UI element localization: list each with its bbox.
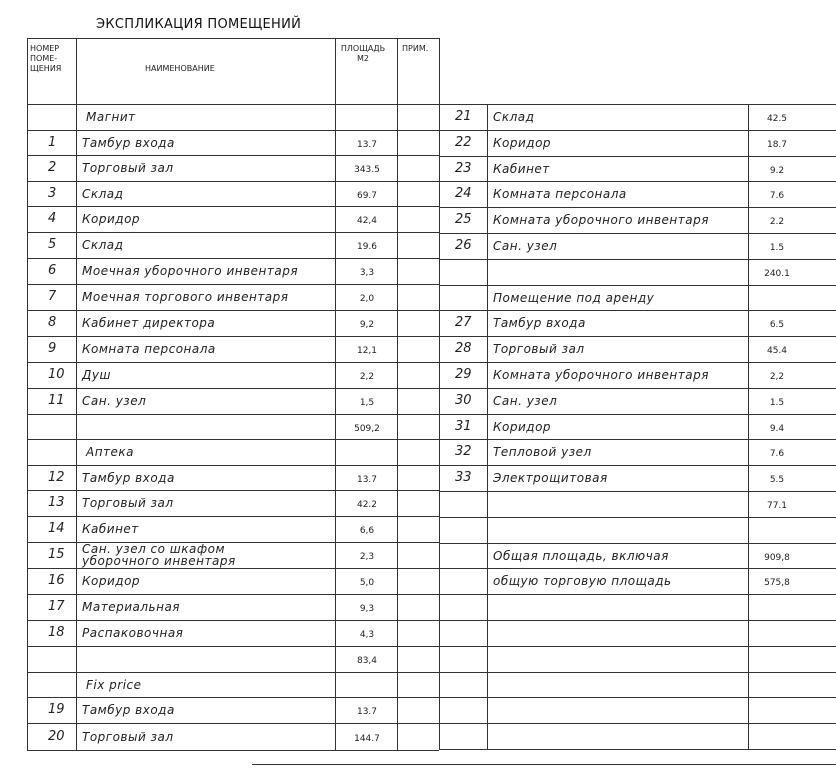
row-divider (27, 258, 439, 259)
column-divider (397, 38, 398, 750)
room-area: 45.4 (766, 346, 788, 356)
room-number: 23 (455, 161, 472, 176)
row-divider (439, 104, 836, 105)
row-divider (27, 439, 439, 440)
room-name: Торговый зал (493, 342, 585, 356)
row-divider (439, 310, 836, 311)
room-name: Сан. узел со шкафом уборочного инвентаря (82, 542, 236, 568)
room-name: Комната уборочного инвентаря (493, 368, 709, 382)
row-divider (27, 750, 439, 751)
room-name: Тамбур входа (82, 470, 175, 485)
group-title: Аптека (86, 445, 135, 459)
room-number: 27 (455, 315, 472, 330)
room-area: 6.5 (769, 320, 785, 330)
room-number: 1 (48, 134, 57, 150)
room-name: Сан. узел (493, 394, 558, 408)
room-name: Коридор (493, 420, 552, 434)
room-name: Коридор (82, 574, 141, 588)
room-area: 1.5 (769, 398, 785, 408)
row-divider (439, 568, 836, 569)
row-divider (439, 491, 836, 492)
row-divider (439, 620, 836, 621)
room-number: 18 (48, 625, 65, 640)
room-area: 18.7 (766, 140, 788, 150)
room-number: 30 (455, 393, 472, 408)
row-divider (439, 723, 836, 724)
row-divider (27, 490, 439, 491)
room-number: 19 (48, 702, 65, 717)
header-name: НАИМЕНОВАНИЕ (145, 64, 215, 73)
room-area: 3,3 (359, 268, 375, 278)
room-number: 11 (48, 393, 65, 408)
room-name: Электрощитовая (493, 471, 608, 485)
room-name: Тамбур входа (82, 135, 175, 150)
room-area: 13.7 (356, 139, 378, 150)
room-number: 5 (48, 237, 57, 252)
room-number: 33 (455, 470, 472, 485)
room-number: 25 (455, 212, 472, 227)
room-number: 29 (455, 367, 472, 382)
frame-bottom-line (252, 764, 836, 765)
room-area: 42,4 (356, 216, 378, 226)
row-divider (27, 181, 439, 182)
room-name: Тепловой узел (493, 445, 592, 459)
row-divider (439, 285, 836, 286)
room-number: 28 (455, 341, 472, 356)
room-number: 3 (48, 185, 57, 201)
row-divider (27, 697, 439, 698)
row-divider (27, 310, 439, 311)
room-area: 9.4 (769, 424, 785, 434)
room-name: Торговый зал (82, 729, 174, 744)
room-number: 13 (48, 495, 65, 510)
row-divider (439, 517, 836, 518)
room-name: Склад (82, 238, 124, 252)
group-title: Помещение под аренду (493, 291, 655, 305)
room-name: Сан. узел (493, 239, 558, 253)
row-divider (27, 568, 439, 569)
room-number: 9 (48, 341, 57, 356)
row-divider (439, 646, 836, 647)
room-name: Кабинет (493, 162, 550, 176)
room-area: 69.7 (356, 190, 378, 201)
row-divider (27, 465, 439, 466)
row-divider (27, 130, 439, 131)
room-area: 2,3 (359, 552, 375, 562)
row-divider (27, 594, 439, 595)
row-divider (27, 414, 439, 415)
row-divider (27, 284, 439, 285)
room-area: 343.5 (354, 165, 380, 175)
room-area: 9,3 (359, 604, 375, 614)
room-number: 14 (48, 521, 65, 536)
room-area: 509,2 (354, 423, 380, 434)
group-title: Fix price (86, 677, 142, 692)
column-divider (748, 104, 749, 750)
row-divider (439, 336, 836, 337)
room-name: Склад (82, 186, 124, 201)
page-title: ЭКСПЛИКАЦИЯ ПОМЕЩЕНИЙ (96, 17, 302, 32)
room-area: 4,3 (359, 630, 375, 640)
room-name: Моечная уборочного инвентаря (82, 264, 299, 278)
room-area: 6,6 (359, 526, 375, 536)
row-divider (27, 362, 439, 363)
room-area: 2,2 (359, 372, 375, 382)
room-area: 7.6 (769, 449, 785, 459)
room-area: 42.2 (356, 500, 378, 510)
row-divider (439, 156, 836, 157)
row-divider (439, 388, 836, 389)
room-number: 20 (48, 728, 65, 744)
room-name: Торговый зал (82, 496, 174, 510)
room-name: Душ (82, 368, 111, 382)
room-area: 575,8 (764, 578, 790, 588)
room-area: 13.7 (356, 474, 378, 485)
row-divider (439, 414, 836, 415)
room-area: 7.6 (769, 191, 785, 201)
room-area: 909,8 (764, 553, 790, 563)
room-name: Материальная (82, 600, 181, 614)
room-number: 22 (455, 135, 472, 150)
column-divider (27, 38, 28, 750)
room-number: 10 (48, 367, 65, 382)
room-name: Комната уборочного инвентаря (493, 213, 709, 227)
room-name: Склад (493, 110, 535, 124)
row-divider (27, 516, 439, 517)
room-name: Тамбур входа (82, 703, 175, 717)
row-divider (439, 362, 836, 363)
row-divider (439, 130, 836, 131)
row-divider (439, 181, 836, 182)
row-divider (439, 207, 836, 208)
room-number: 6 (48, 263, 57, 278)
group-title: Общая площадь, включая (493, 549, 669, 563)
row-divider (439, 594, 836, 595)
room-number: 8 (48, 315, 57, 330)
room-name: Тамбур входа (493, 316, 586, 330)
row-divider (27, 206, 439, 207)
room-area: 1,5 (359, 398, 375, 408)
room-area: 12,1 (356, 346, 378, 356)
column-divider (487, 104, 488, 750)
row-divider (27, 336, 439, 337)
room-area: 144.7 (354, 733, 380, 744)
row-divider (439, 749, 836, 750)
row-divider (439, 259, 836, 260)
room-area: 1.5 (769, 243, 785, 253)
row-divider (27, 388, 439, 389)
room-number: 21 (455, 109, 472, 124)
column-divider (76, 38, 77, 750)
room-number: 4 (48, 211, 57, 226)
room-name: Торговый зал (82, 161, 174, 175)
room-number: 17 (48, 599, 65, 614)
room-area: 77.1 (766, 501, 788, 511)
room-name: Комната персонала (493, 187, 627, 201)
room-name: Кабинет (82, 522, 139, 536)
room-area: 9.2 (769, 166, 785, 176)
room-number: 15 (48, 547, 65, 562)
room-area: 13.7 (356, 707, 378, 717)
row-divider (27, 620, 439, 621)
row-divider (27, 723, 439, 724)
room-name: Сан. узел (82, 394, 147, 408)
header-bottom-border (27, 104, 439, 105)
row-divider (27, 672, 439, 673)
room-number: 26 (455, 238, 472, 253)
header-note: ПРИМ. (402, 44, 429, 53)
room-name: Моечная торгового инвентаря (82, 290, 289, 304)
room-area: 240.1 (764, 269, 790, 279)
room-name: Коридор (493, 136, 552, 150)
row-divider (439, 543, 836, 544)
room-area: 83,4 (356, 656, 378, 666)
room-number: 32 (455, 444, 472, 459)
room-number: 31 (455, 419, 472, 434)
room-number: 12 (48, 469, 65, 485)
group-title: Магнит (86, 110, 136, 124)
row-divider (439, 697, 836, 698)
room-name: Кабинет директора (82, 316, 216, 330)
row-divider (27, 646, 439, 647)
room-area: 2,2 (769, 372, 785, 382)
header-number: НОМЕР ПОМЕ-ЩЕНИЯ (30, 44, 62, 73)
column-divider (335, 38, 336, 750)
group-title: общую торговую площадь (493, 574, 672, 588)
column-divider (439, 104, 440, 750)
room-number: 16 (48, 573, 65, 588)
room-name: Коридор (82, 212, 141, 226)
room-number: 7 (48, 289, 57, 304)
table-top-border (27, 38, 439, 39)
room-name: Распаковочная (82, 626, 184, 640)
room-name: Комната персонала (82, 342, 216, 356)
room-area: 2.2 (769, 217, 785, 227)
row-divider (439, 439, 836, 440)
row-divider (27, 155, 439, 156)
row-divider (27, 232, 439, 233)
room-area: 19.6 (356, 242, 378, 252)
room-area: 9,2 (359, 320, 375, 330)
room-area: 42.5 (766, 114, 788, 124)
row-divider (439, 465, 836, 466)
room-area: 2,0 (359, 294, 375, 304)
header-area: ПЛОЩАДЬ М2 (340, 44, 386, 63)
room-number: 24 (455, 186, 472, 201)
room-area: 5,0 (359, 578, 375, 588)
room-area: 5.5 (769, 475, 785, 485)
room-number: 2 (48, 160, 57, 175)
row-divider (439, 672, 836, 673)
row-divider (439, 233, 836, 234)
